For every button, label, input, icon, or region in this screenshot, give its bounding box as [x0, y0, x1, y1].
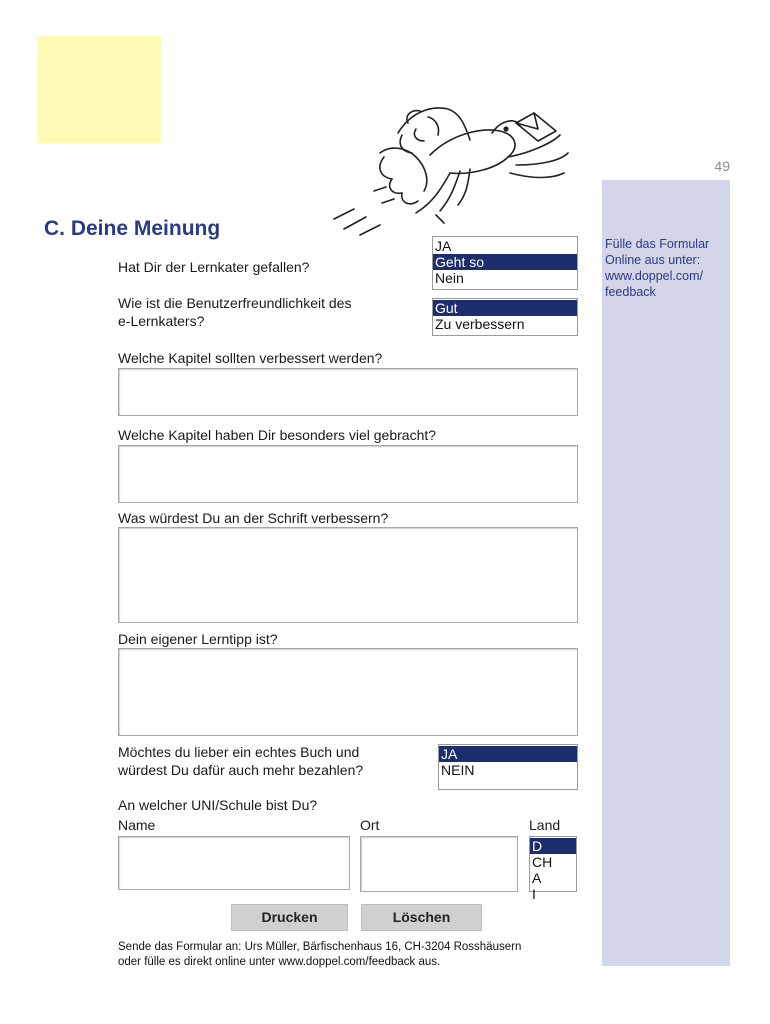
sidebar-note-line: Online aus unter:	[605, 253, 701, 267]
schrift-verbessern-textarea[interactable]	[118, 527, 578, 623]
question-kapitel-verbessern: Welche Kapitel sollten verbessert werden?	[118, 350, 383, 366]
clear-button[interactable]: Löschen	[361, 904, 482, 931]
question-lerntipp: Dein eigener Lerntipp ist?	[118, 631, 278, 647]
sidebar-note-link[interactable]: www.doppel.com/	[605, 269, 703, 283]
option-i[interactable]: I	[532, 886, 536, 902]
lernkater-rating-listbox[interactable]	[432, 236, 578, 290]
question-line: Möchtes du lieber ein echtes Buch und	[118, 744, 360, 760]
land-listbox[interactable]	[529, 836, 577, 902]
question-line: e-Lernkaters?	[118, 313, 205, 329]
option-zu-verbessern[interactable]: Zu verbessern	[435, 316, 525, 332]
question-benutzerfreundlichkeit	[118, 294, 351, 330]
option-ja[interactable]: JA	[435, 238, 452, 254]
question-uni-schule: An welcher UNI/Schule bist Du?	[118, 797, 318, 813]
question-kapitel-gebracht: Welche Kapitel haben Dir besonders viel gebracht?	[118, 427, 437, 443]
land-label: Land	[529, 817, 561, 833]
section-title: C. Deine Meinung	[44, 217, 221, 240]
ort-label: Ort	[360, 817, 380, 833]
footer-line: Sende das Formular an: Urs Müller, Bärfischenhaus 16, CH-3204 Rosshäusern	[118, 941, 522, 953]
print-button[interactable]: Drucken	[231, 904, 348, 931]
option-nein[interactable]: NEIN	[441, 762, 475, 778]
dove-with-letter-illustration	[320, 95, 590, 240]
sidebar-note-link[interactable]: feedback	[605, 285, 656, 299]
echtes-buch-listbox[interactable]	[438, 744, 578, 790]
option-d[interactable]: D	[530, 838, 576, 854]
sidebar-note-line: Fülle das Formular	[605, 237, 710, 251]
question-echtes-buch	[118, 743, 363, 779]
name-textarea[interactable]	[118, 836, 350, 890]
option-geht-so[interactable]: Geht so	[433, 254, 577, 270]
question-schrift-verbessern: Was würdest Du an der Schrift verbessern?	[118, 510, 389, 526]
name-label: Name	[118, 817, 156, 833]
kapitel-gebracht-textarea[interactable]	[118, 445, 578, 503]
question-line: würdest Du dafür auch mehr bezahlen?	[118, 762, 364, 778]
question-line: Wie ist die Benutzerfreundlichkeit des	[118, 295, 352, 311]
sidebar-note	[605, 236, 729, 300]
footer-line: oder fülle es direkt online unter www.doppel.com/feedback aus.	[118, 956, 441, 968]
option-ja[interactable]: JA	[439, 746, 577, 762]
footer-instructions	[118, 940, 588, 970]
page-number: 49	[714, 158, 730, 174]
option-ch[interactable]: CH	[532, 854, 553, 870]
yellow-highlight-box	[37, 36, 161, 143]
usability-listbox[interactable]	[432, 298, 578, 336]
question-lernkater-gefallen: Hat Dir der Lernkater gefallen?	[118, 259, 310, 275]
option-nein[interactable]: Nein	[435, 270, 464, 286]
kapitel-verbessern-textarea[interactable]	[118, 368, 578, 416]
option-gut[interactable]: Gut	[433, 300, 577, 316]
option-a[interactable]: A	[532, 870, 542, 886]
ort-textarea[interactable]	[360, 836, 518, 892]
lerntipp-textarea[interactable]	[118, 648, 578, 736]
